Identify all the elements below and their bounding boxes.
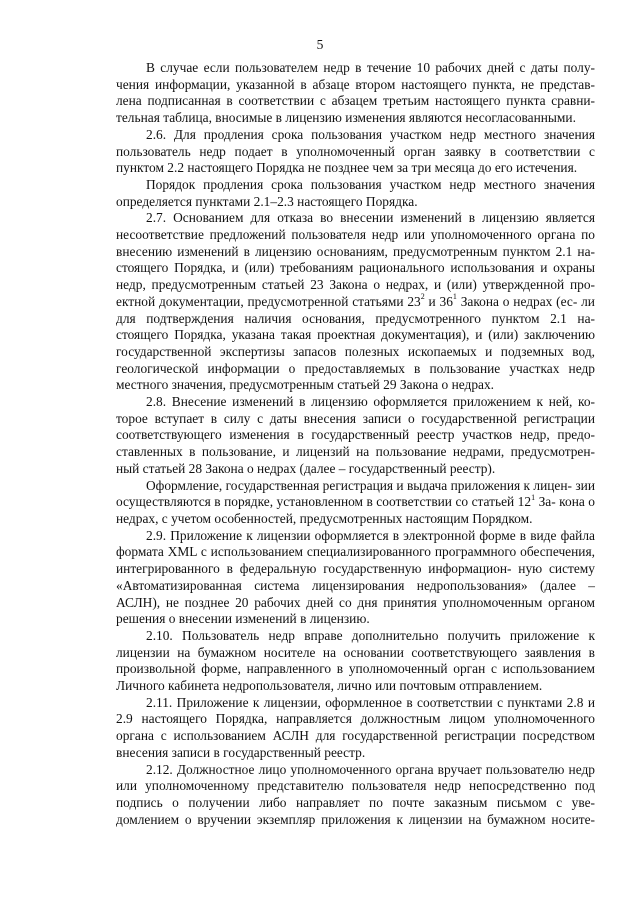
text-line: соответствующего изменения в государственный реестр участков недр, предо- xyxy=(116,427,595,443)
superscript: 1 xyxy=(452,292,457,302)
text-line: несоответствие предложений пользователя недр или уполномоченного органа по xyxy=(116,227,595,243)
paragraph-2-8 xyxy=(116,394,595,478)
text-line: ную систему «Автоматизированная система лицензирования недропользования» xyxy=(116,561,595,593)
text-line: тельная таблица, вносимые в лицензию изменения являются несогласованными. xyxy=(116,110,576,126)
text-line: стоящего Порядка, и (или) требованиям рационального использования и охраны xyxy=(116,260,595,276)
text-line: пользователь недр подает в уполномоченный орган заявку в соответствии с xyxy=(116,143,595,159)
paragraph-2-11 xyxy=(116,695,595,762)
paragraph xyxy=(116,177,595,210)
text-line: определяется пунктами 2.1–2.3 настоящего Порядка. xyxy=(116,193,418,209)
text-line: В случае если пользователем недр в течение 10 рабочих дней с даты полу- xyxy=(146,60,595,75)
paragraph-2-6 xyxy=(116,127,595,177)
superscript: 1 xyxy=(531,492,536,502)
text-line: местного значения, предусмотренным статьей 29 Закона о недрах. xyxy=(116,377,495,393)
text-line: За- xyxy=(538,494,556,510)
text-line: 2.9. Приложение к лицензии оформляется в электронной форме в виде xyxy=(146,527,557,543)
text-line: произвольной форме, направленного в уполномоченный орган с использованием xyxy=(116,661,595,677)
text-line: (далее – АСЛН), не позднее 20 рабочих дней со дня принятия уполномоченным xyxy=(116,577,595,610)
paragraph-2-7 xyxy=(116,210,595,394)
text-line: Порядок продления срока пользования участком недр местного значения xyxy=(146,176,595,192)
text-line: ектной документации, предусмотренной статьями 23 xyxy=(116,293,421,309)
text-line: чения информации, указанной в абзаце втором настоящего пункта, не представ- xyxy=(116,76,595,92)
text-line: недр, предусмотренным статьей 23 Закона о недрах, и (или) утвержденной про- xyxy=(116,277,595,293)
text-line: и 36 xyxy=(428,293,453,309)
text-line: недр или уполномоченному представителю пользователя недр непосредственно xyxy=(116,761,595,794)
paragraph-2-9 xyxy=(116,528,595,628)
text-line: ный статьей 28 Закона о недрах (далее – государственный реестр). xyxy=(116,460,496,476)
text-line: органом решения о внесении изменений в лицензию. xyxy=(116,594,596,627)
paragraph xyxy=(116,60,595,127)
text-line: стоящего Порядка, указана такая проектная документация), и (или) заключению xyxy=(116,327,595,343)
superscript: 2 xyxy=(420,292,425,302)
text-line: файла формата XML с использованием специализированного программного xyxy=(116,527,595,560)
text-line: обеспечения, интегрированного в федеральную государственную информацион- xyxy=(116,544,595,577)
text-line: геологической информации о предоставляемых в пользование участках недр xyxy=(116,360,595,376)
paragraph-2-10 xyxy=(116,628,595,695)
text-line: кона о недрах, с учетом особенностей, предусмотренных настоящим Порядком. xyxy=(116,494,595,526)
text-line: 2.7. Основанием для отказа во внесении изменений в лицензию является xyxy=(146,210,595,226)
text-line: органа с использованием АСЛН для государственной регистрации посредством xyxy=(116,728,595,744)
text-line: и 2.9 настоящего Порядка, направляется должностным лицом уполномоченного xyxy=(116,694,595,727)
text-line: 2.6. Для продления срока пользования участком недр местного значения xyxy=(146,126,595,142)
text-line: зии осуществляются в порядке, установленном в соответствии со статьей 12 xyxy=(116,477,595,510)
text-line: Личного кабинета недропользователя, лично или почтовым отправлением. xyxy=(116,678,543,694)
text-line: лена подписанная в соответствии с абзацем третьим настоящего пункта сравни- xyxy=(116,93,595,109)
paragraph xyxy=(116,478,595,528)
text-line: домлением о вручении экземпляр приложения к лицензии на бумажном носите- xyxy=(116,811,595,827)
text-line: 2.10. Пользователь недр вправе дополнительно получить приложение к xyxy=(146,627,595,643)
text-line: Оформление, государственная регистрация и выдача приложения к лицен- xyxy=(146,477,572,493)
document-body xyxy=(116,60,595,828)
text-line: под подпись о получении либо направляет по почте заказным письмом с уве- xyxy=(116,778,595,810)
text-line: ли для подтверждения наличия основания, предусмотренного пунктом 2.1 на- xyxy=(116,293,595,326)
text-line: пунктом 2.2 настоящего Порядка не позднее чем за три месяца до его истечения. xyxy=(116,160,578,176)
text-line: Закона о недрах (ес- xyxy=(460,293,578,309)
text-line: внесения записи в государственный реестр. xyxy=(116,744,366,760)
text-line: 2.12. Должностное лицо уполномоченного органа вручает пользователю xyxy=(146,761,565,777)
text-line: 2.8. Внесение изменений в лицензию оформляется приложением к ней, ко- xyxy=(146,394,595,410)
page-number: 5 xyxy=(316,37,324,52)
text-line: 2.11. Приложение к лицензии, оформленное в соответствии с пунктами 2.8 xyxy=(146,694,584,710)
paragraph-2-12 xyxy=(116,762,595,829)
text-line: ставленных в пользование, и лицензий на пользование недрами, предусмотрен- xyxy=(116,444,595,460)
text-line: лицензии на бумажном носителе на основании соответствующего заявления в xyxy=(116,644,595,660)
text-line: государственной экспертизы запасов полезных ископаемых и подземных вод, xyxy=(116,343,595,359)
text-line: внесению изменений в лицензию основаниям, предусмотренным пунктом 2.1 на- xyxy=(116,243,595,259)
text-line: торое вступает в силу с даты внесения записи о государственной регистрации xyxy=(116,410,595,426)
